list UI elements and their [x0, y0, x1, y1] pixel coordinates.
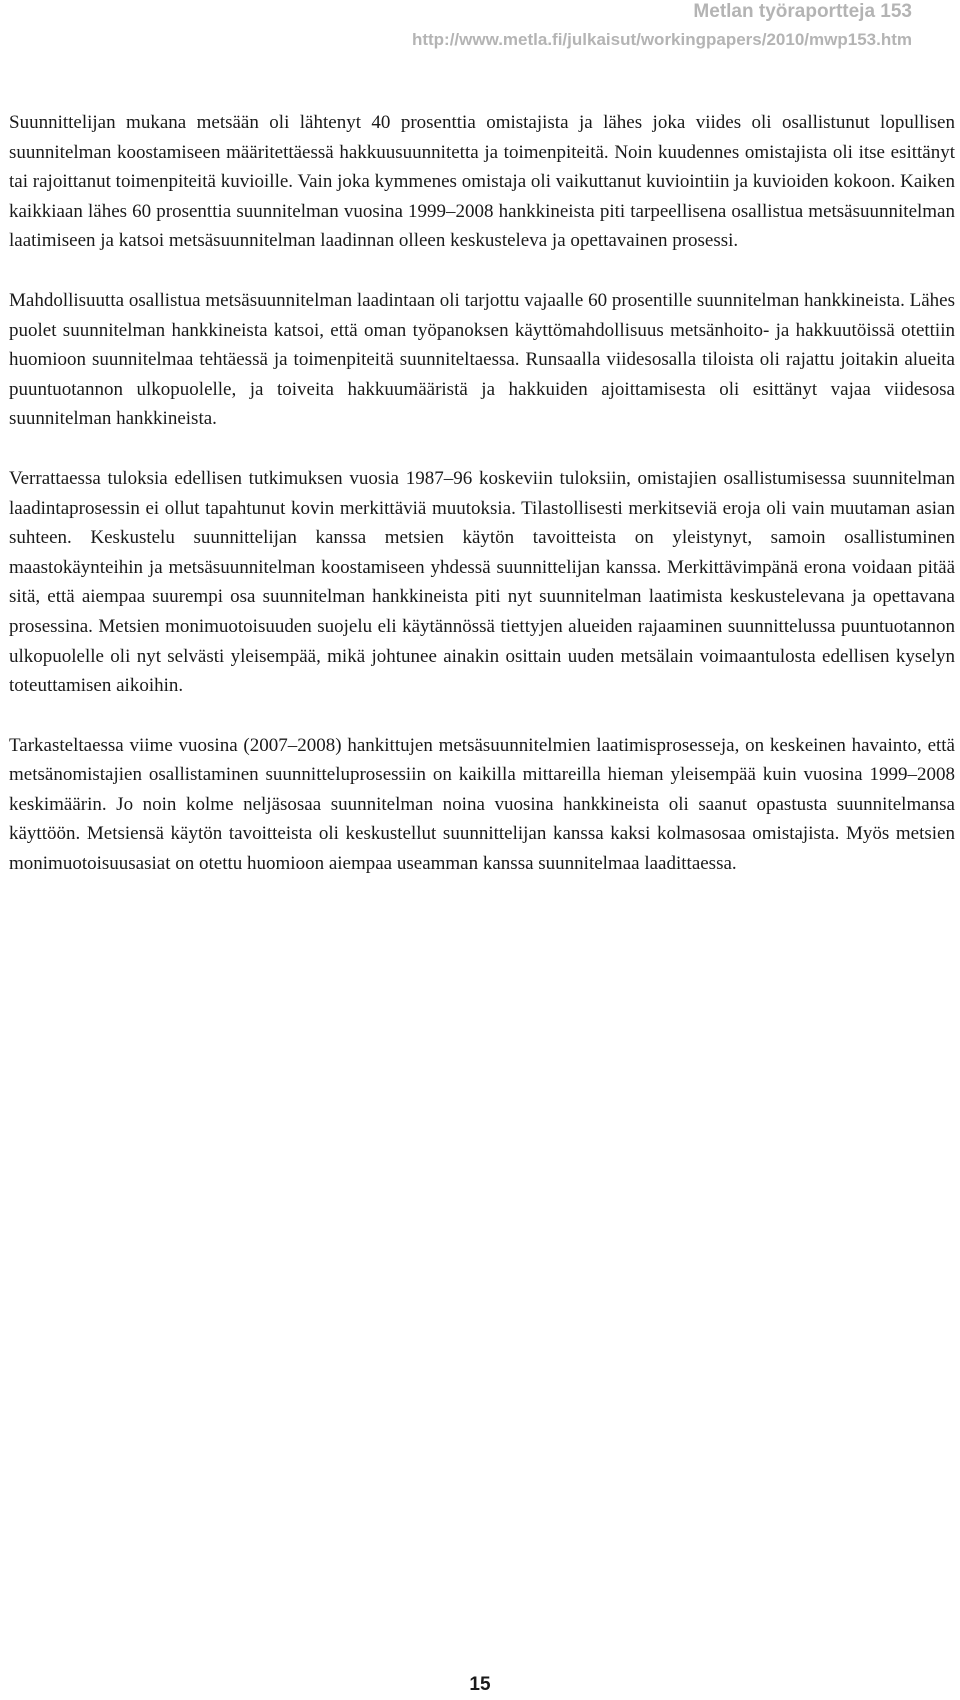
page-number: 15	[469, 1674, 491, 1695]
series-title: Metlan työraportteja 153	[693, 1, 912, 22]
paragraph-participation-opportunities: Mahdollisuutta osallistua metsäsuunnitelman laadintaan oli tarjottu vajaalle 60 prosentille suunnitelman hankkineista. Lähes puolet suunnitelman hankkineista katsoi, että oman työpanoksen käyttömahdollisuus metsänhoito- ja hakkuutöissä otettiin huomioon suunnitelmaa tehtäessä ja toimenpiteitä suunniteltaessa. Runsaalla viidesosalla tiloista oli rajattu joitakin alueita puuntuotannon ulkopuolelle, ja toiveita hakkuumääristä ja hakkuiden ajoittamisesta oli esittänyt vajaa viidesosa suunnitelman hankkineista.	[9, 289, 955, 430]
page-header	[412, 0, 912, 51]
paragraph-participation-summary: Suunnittelijan mukana metsään oli lähtenyt 40 prosenttia omistajista ja lähes joka viides oli osallistunut lopullisen suunnitelman koostamiseen määritettäessä hakkuusuunnitetta ja toimenpiteitä. Noin kuudennes omistajista oli itse esittänyt tai rajoittanut toimenpiteitä kuvioille. Vain joka kymmenes omistaja oli vaikuttanut kuviointiin ja kuvioiden kokoon. Kaiken kaikkiaan lähes 60 prosenttia suunnitelman vuosina 1999–2008 hankkineista piti tarpeellisena osallistua metsäsuunnitelman laatimiseen ja katsoi metsäsuunnitelman laadinnan olleen keskusteleva ja opettavainen prosessi.	[9, 112, 955, 252]
document-body	[9, 108, 955, 909]
publication-url-link[interactable]: http://www.metla.fi/julkaisut/workingpapers/2010/mwp153.htm	[411, 30, 912, 49]
paragraph-comparison-earlier-study: Verrattaessa tuloksia edellisen tutkimuksen vuosia 1987–96 koskeviin tuloksiin, omistajien osallistumisessa suunnitelman laadintaprosessin ei ollut tapahtunut kovin merkittäviä muutoksia. Tilastollisesti merkitseviä eroja oli vain muutaman asian suhteen. Keskustelu suunnittelijan kanssa metsien käytön tavoitteista on yleistynyt, samoin osallistuminen maastokäynteihin ja metsäsuunnitelman koostamiseen yhdessä suunnittelijan kanssa. Merkittävimpänä erona voidaan pitää sitä, että aiempaa suurempi osa suunnitelman hankkineista piti nyt suunnitelman laatimista keskustelevana ja opettavana prosessina. Metsien monimuotoisuuden suojelu eli käytännössä tiettyjen alueiden rajaaminen suunnittelussa puuntuotannon ulkopuolelle oli nyt selvästi yleisempää, mikä johtunee ainakin osittain uuden metsälain voimaantulosta edellisen kyselyn toteuttamisen aikoihin.	[9, 467, 955, 697]
paragraph-recent-years: Tarkasteltaessa viime vuosina (2007–2008) hankittujen metsäsuunnitelmien laatimisprosesseja, on keskeinen havainto, että metsänomistajien osallistaminen suunnitteluprosessiin on kaikilla mittareilla hieman yleisempää kuin vuosina 1999–2008 keskimäärin. Jo noin kolme neljäsosaa suunnitelman noina vuosina hankkineista oli saanut opastusta suunnitelmansa käyttöön. Metsiensä käytön tavoitteista oli keskustellut suunnittelijan kanssa kaksi kolmasosaa omistajista. Myös metsien monimuotoisuusasiat on otettu huomioon aiempaa useamman kanssa suunnitelmaa laadittaessa.	[9, 734, 955, 875]
